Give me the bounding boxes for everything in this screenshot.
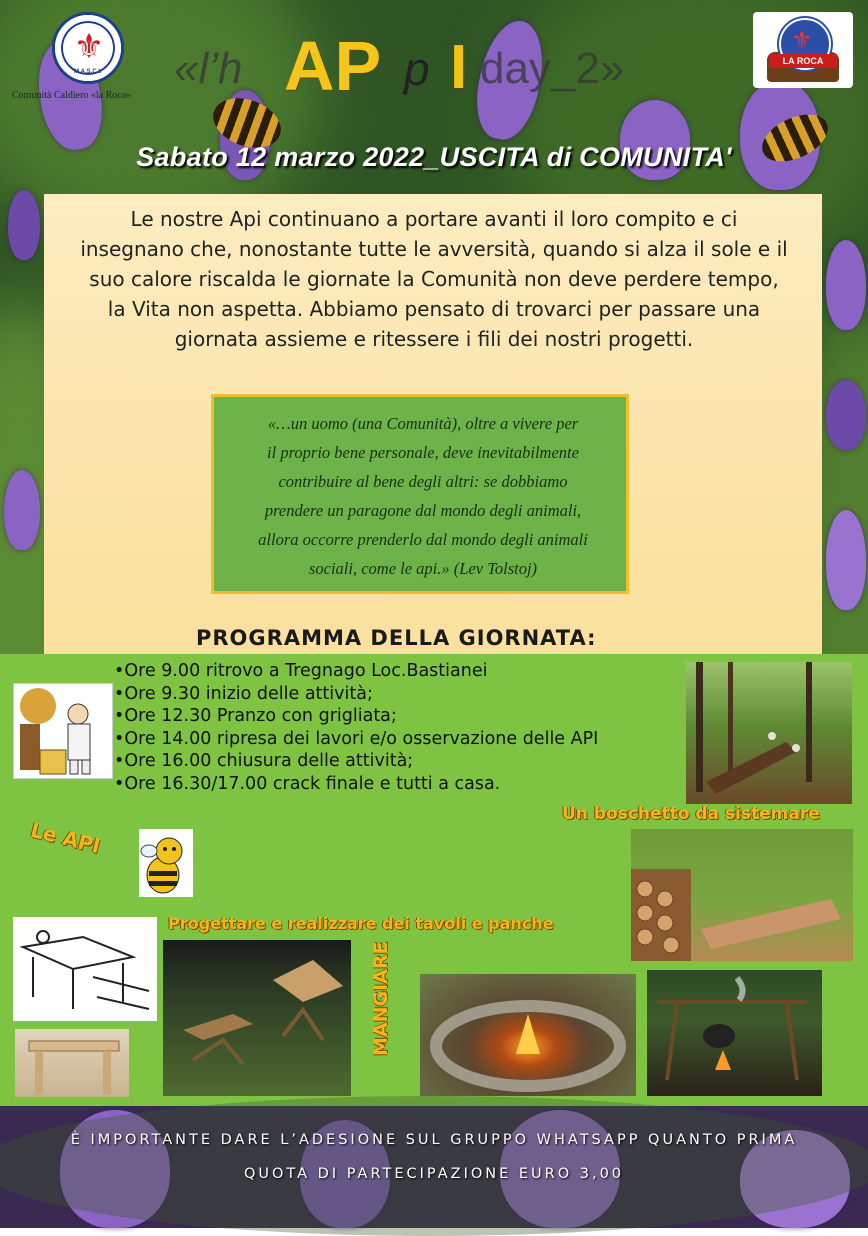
campfire-photo — [420, 974, 636, 1096]
schedule-item: •Ore 9.00 ritrovo a Tregnago Loc.Bastianei — [114, 661, 488, 681]
woodpile-photo — [631, 829, 853, 961]
tolstoj-quote — [226, 409, 620, 583]
quote-line: prendere un paragone dal mondo degli animali, — [264, 501, 582, 520]
quote-box — [211, 394, 629, 594]
logo-banner: LA ROCA — [769, 54, 837, 68]
cooking-pot-photo — [647, 970, 822, 1096]
quote-line: contribuire al bene degli altri: se dobbiamo — [278, 472, 568, 491]
intro-line: suo calore riscalda le giornate la Comunità non deve perdere tempo, — [89, 267, 779, 291]
cartoon-bee — [139, 829, 193, 897]
quote-line: «…un uomo (una Comunità), oltre a vivere per — [267, 414, 579, 433]
intro-line: la Vita non aspetta. Abbiamo pensato di trovarci per passare una — [107, 297, 761, 321]
quote-line: il proprio bene personale, deve inevitabilmente — [267, 443, 579, 462]
footer-fee: QUOTA DI PARTECIPAZIONE EURO 3,00 — [243, 1166, 625, 1182]
intro-text — [56, 204, 812, 354]
footer-adhesion-notice: È IMPORTANTE DARE L’ADESIONE SUL GRUPPO WHATSAPP QUANTO PRIMA — [70, 1132, 798, 1148]
title-part: «l’h — [174, 44, 243, 93]
schedule-item: •Ore 12.30 Pranzo con grigliata; — [114, 706, 397, 726]
table-photo — [15, 1029, 129, 1097]
la-roca-logo — [753, 12, 853, 88]
logo-caption: M.A.S.C.I. — [74, 69, 102, 75]
label-api: Le API — [28, 817, 103, 859]
event-date-title: Sabato 12 marzo 2022_USCITA di COMUNITA' — [136, 142, 732, 172]
quote-line: allora occorre prenderlo dal mondo degli animali — [258, 530, 588, 549]
program-title: PROGRAMMA DELLA GIORNATA: — [196, 626, 597, 650]
schedule-list — [114, 660, 598, 795]
quote-line: sociali, come le api.» (Lev Tolstoj) — [308, 559, 538, 578]
schedule-item: •Ore 14.00 ripresa dei lavori e/o osservazione delle API — [114, 728, 599, 749]
community-name: Comunità Caldiero «la Roca» — [12, 90, 132, 101]
intro-line: Le nostre Api continuano a portare avanti il loro compito e ci — [130, 207, 738, 231]
label-tavoli: Progettare e realizzare dei tavoli e panche — [168, 914, 554, 933]
label-mangiare: MANGIARE — [370, 941, 392, 1056]
forest-photo — [686, 662, 852, 804]
beekeeper-illustration — [13, 683, 113, 779]
fleur-de-lis-icon: ⚜ — [73, 27, 105, 67]
title-part: I — [450, 33, 468, 102]
title-part: AP — [284, 27, 382, 105]
title-part: p — [404, 43, 430, 95]
intro-line: insegnano che, nonostante tutte le avversità, quando si alza il sole e il — [80, 237, 788, 261]
label-boschetto: Un boschetto da sistemare — [562, 804, 820, 824]
schedule-item: •Ore 16.00 chiusura delle attività; — [114, 751, 414, 771]
title-part: day_2» — [480, 44, 625, 93]
camp-render — [163, 940, 351, 1096]
schedule-item: •Ore 9.30 inizio delle attività; — [114, 683, 373, 704]
intro-line: giornata assieme e ritessere i fili dei nostri progetti. — [174, 327, 694, 351]
furniture-sketch — [13, 917, 157, 1021]
schedule-item: •Ore 16.30/17.00 crack finale e tutti a casa. — [114, 773, 501, 794]
page-title — [150, 27, 710, 110]
